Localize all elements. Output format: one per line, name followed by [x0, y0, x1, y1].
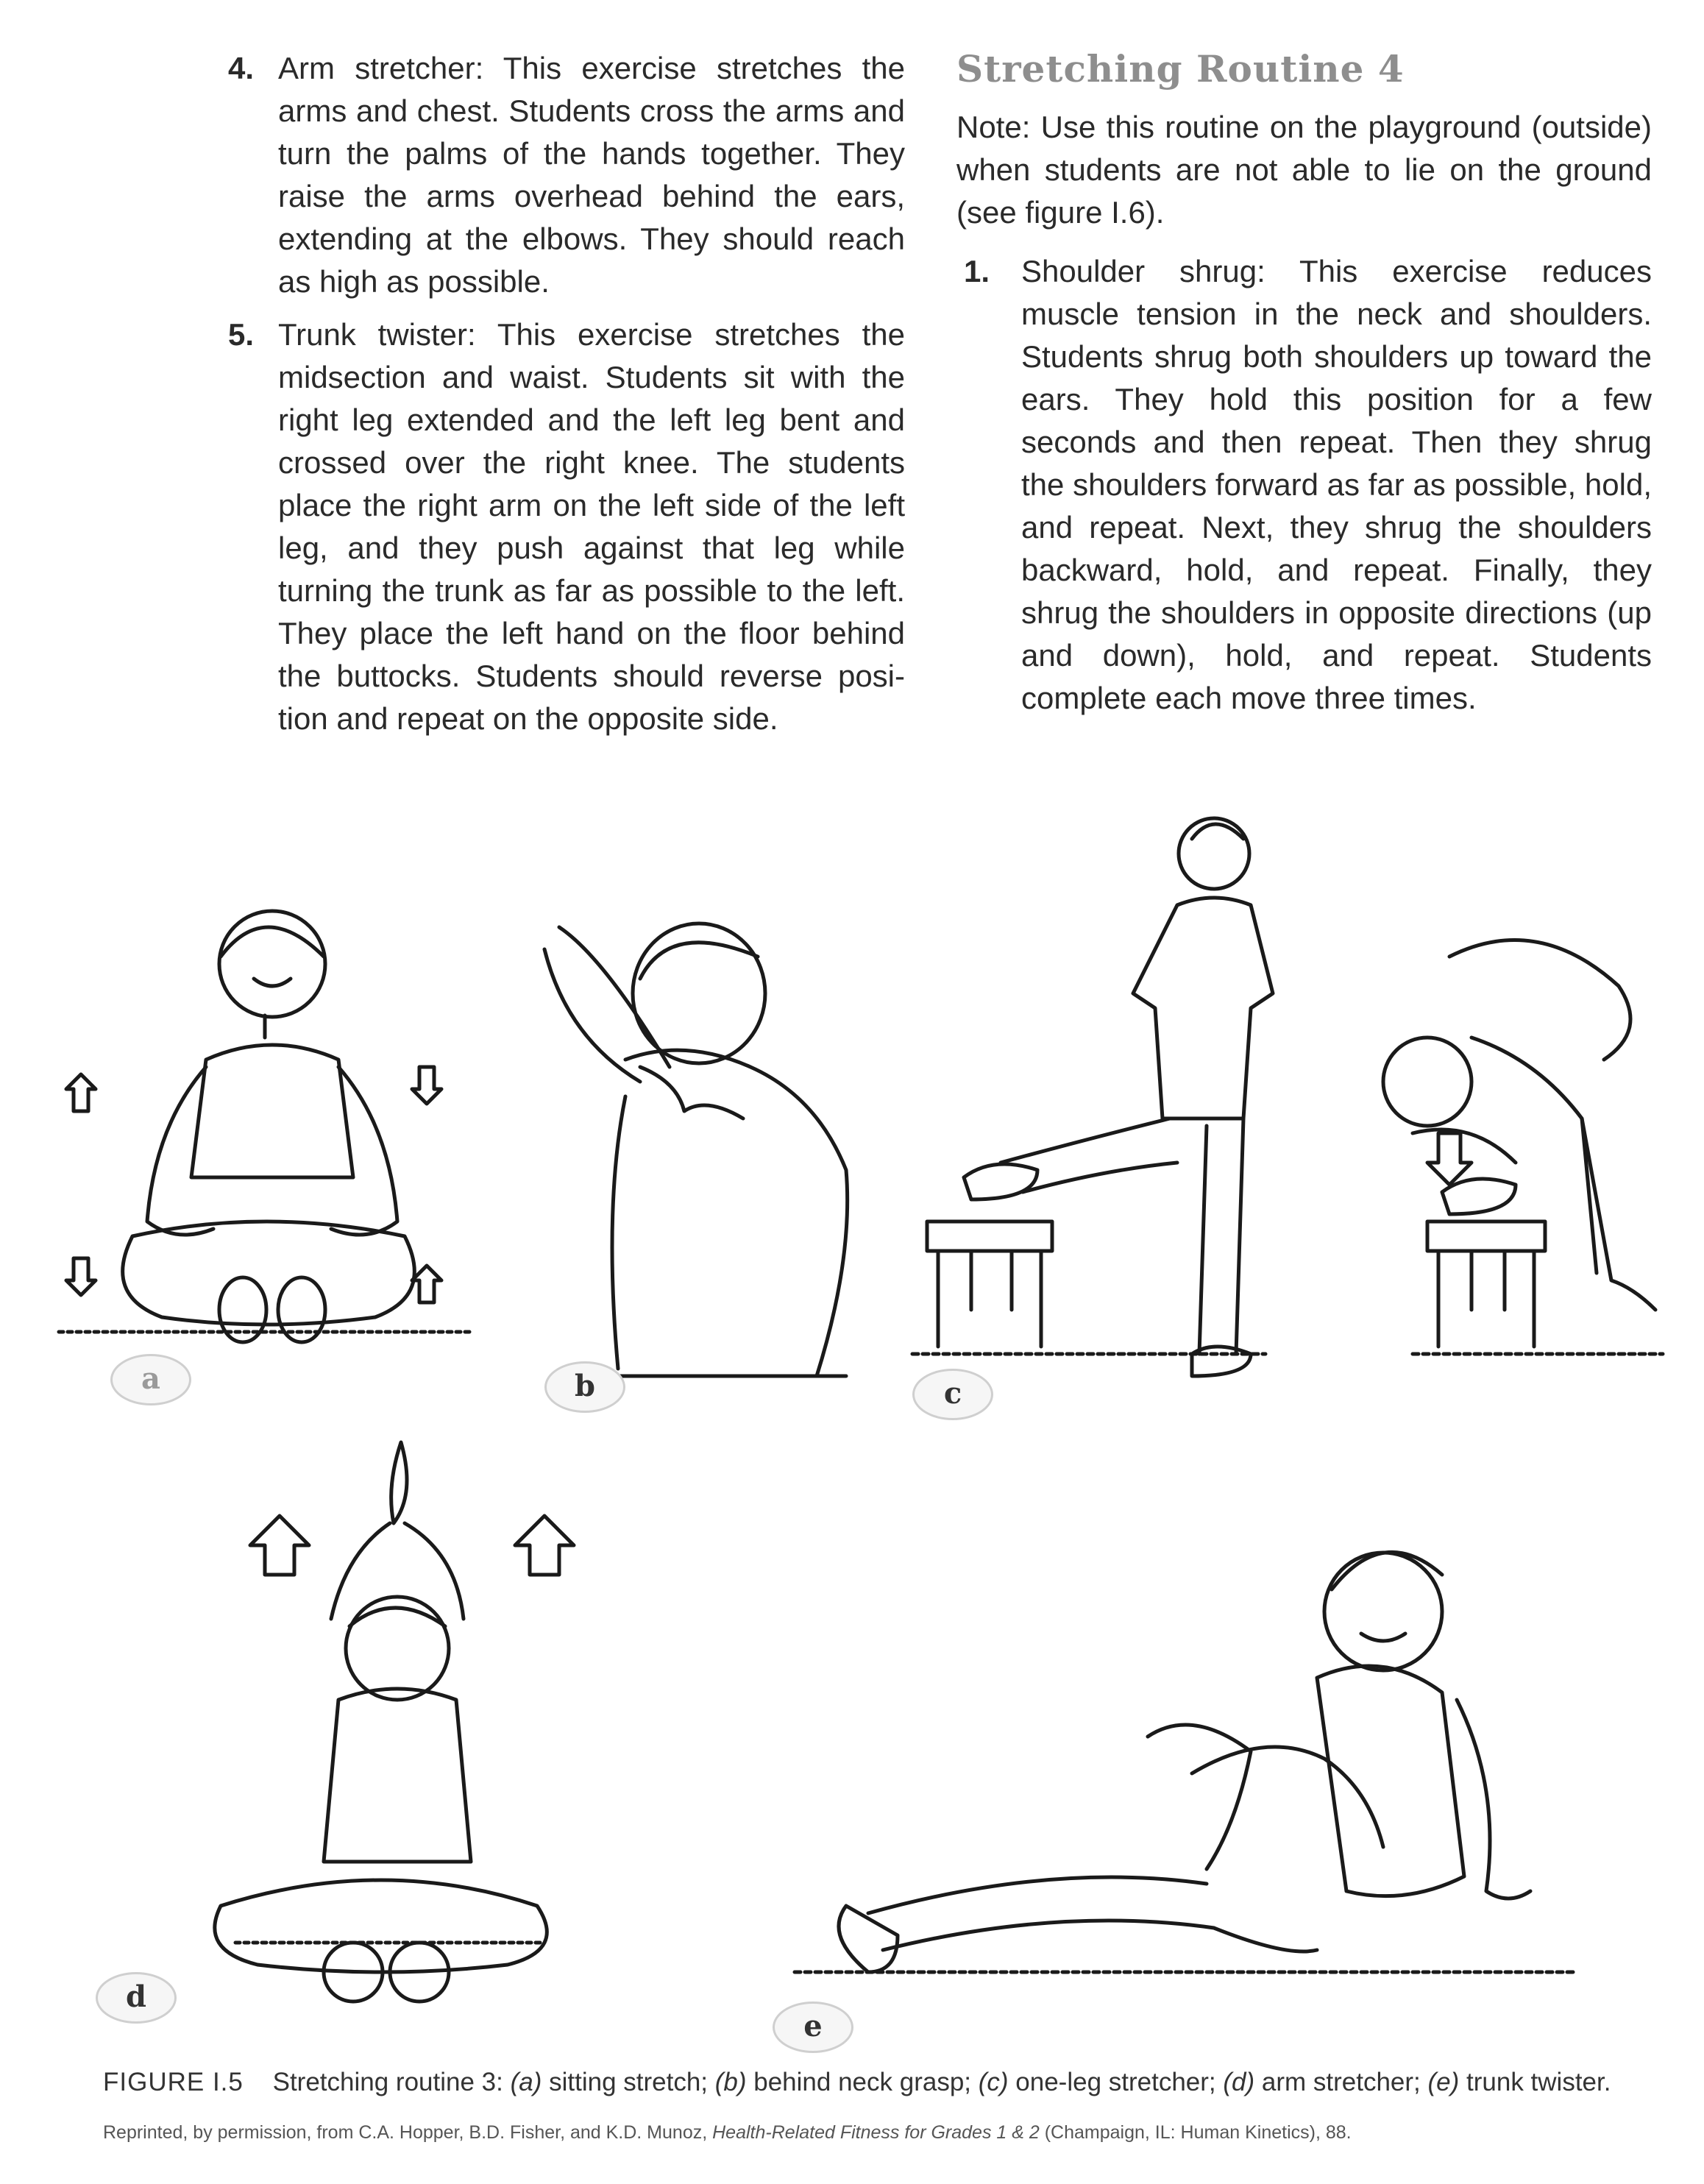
- caption-letter: (d): [1223, 2068, 1255, 2096]
- panel-label-e: e: [773, 2002, 853, 2053]
- panel-label-c: c: [912, 1369, 993, 1420]
- routine-note: Note: Use this routine on the playground (outside) when students are not able to lie on the ground (see figure I.6).: [956, 110, 1652, 230]
- section-heading: Stretching Routine 4: [956, 47, 1405, 91]
- list-item-trunk-twister: [221, 313, 905, 740]
- item-text: Shoulder shrug: This exercise reduces muscle tension in the neck and shoulders. Students shrug both shoulders up toward the ears. They hold this position for a few seconds and then repeat. Then they shrug the shoulders forward as far as possible, hold, and repeat. Next, they shrug the shoulders backward, hold, and repeat. Finally, they shrug the shoulders in opposite directions (up and down), hold, and repeat. Students complete each move three times.: [1021, 254, 1652, 715]
- figure-panel-e: [750, 1531, 1589, 2046]
- figure-panel-a: [44, 868, 486, 1398]
- behind-neck-grasp-illustration: [515, 905, 868, 1398]
- item-text: Trunk twister: This exercise stretches the midsection and waist. Students sit with the right leg extended and the left leg bent and crossed over the right knee. The students place the right arm on the left side of the left leg, and they push against that leg while turning the trunk as far as possible to the left. They place the left hand on the floor behind the buttocks. Students should reverse posi-tion and repeat on the opposite side.: [278, 317, 905, 736]
- one-leg-stretcher-illustration: [898, 809, 1678, 1442]
- caption-letter: (a): [510, 2068, 542, 2096]
- credit-title: Health-Related Fitness for Grades 1 & 2: [712, 2122, 1040, 2143]
- panel-label-a: a: [110, 1354, 191, 1405]
- list-item-arm-stretcher: [221, 47, 905, 303]
- credit-prefix: Reprinted, by permission, from C.A. Hopper, B.D. Fisher, and K.D. Munoz,: [103, 2122, 708, 2143]
- caption-letter: (b): [714, 2068, 747, 2096]
- caption-text: arm stretcher;: [1254, 2068, 1421, 2096]
- caption-text: sitting stretch;: [542, 2068, 709, 2096]
- panel-label-b: b: [544, 1361, 625, 1413]
- left-text-column: [221, 47, 905, 751]
- item-number: 5.: [228, 317, 255, 352]
- right-text-column: [956, 47, 1652, 730]
- caption-text: behind neck grasp;: [746, 2068, 972, 2096]
- item-number: 4.: [228, 51, 255, 85]
- figure-caption: [103, 2068, 1648, 2097]
- figure-panel-b: [515, 905, 868, 1403]
- list-item-shoulder-shrug: [956, 250, 1652, 720]
- figure-panel-c: [898, 809, 1678, 1442]
- credit-suffix: (Champaign, IL: Human Kinetics), 88.: [1044, 2122, 1352, 2143]
- item-number: 1.: [964, 254, 990, 288]
- caption-text: trunk twister.: [1459, 2068, 1611, 2096]
- panel-label-d: d: [96, 1972, 177, 2024]
- permission-credit: [103, 2122, 1648, 2144]
- caption-letter: (e): [1427, 2068, 1460, 2096]
- caption-intro: Stretching routine 3:: [272, 2068, 503, 2096]
- arm-stretcher-illustration: [88, 1435, 618, 2046]
- caption-text: one-leg stretcher;: [1008, 2068, 1216, 2096]
- figure-label: FIGURE I.5: [103, 2068, 244, 2096]
- sitting-stretch-illustration: [44, 868, 486, 1398]
- figure-panel-d: [88, 1435, 618, 2046]
- caption-letter: (c): [978, 2068, 1009, 2096]
- trunk-twister-illustration: [750, 1531, 1589, 2046]
- item-text: Arm stretcher: This exercise stretches the arms and chest. Students cross the arms and turn the palms of the hands together. They raise the arms overhead behind the ears, extending at the elbows. They should reach as high as possible.: [278, 51, 905, 299]
